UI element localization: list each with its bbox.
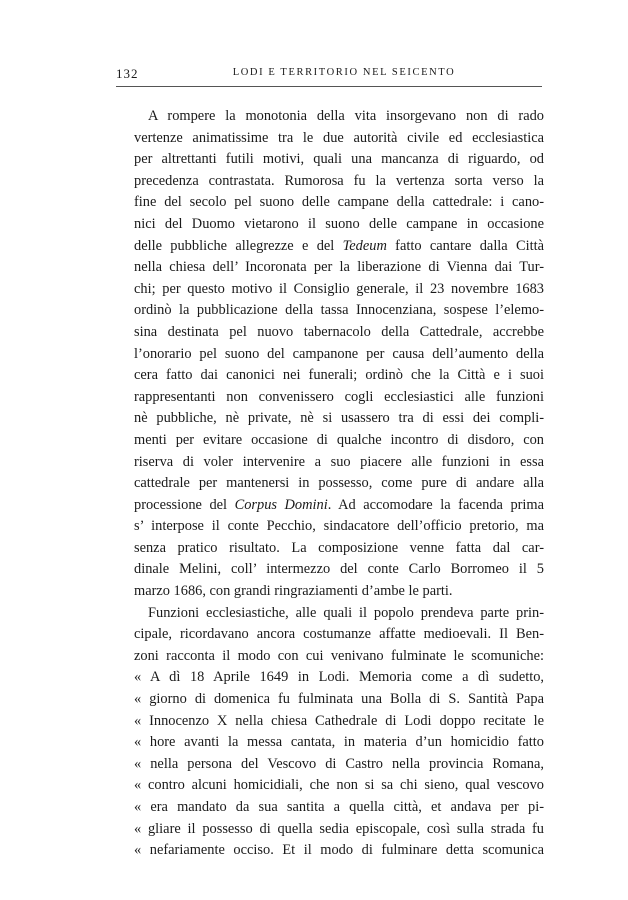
text-line: precedenza contrastata. Rumorosa fu la vertenza sorta verso la [134,172,544,189]
text-line: marzo 1686, con grandi ringraziamenti d’ambe le parti. [134,583,453,600]
text-line: « giorno di domenica fu fulminata una Bolla di S. Santità Papa [134,691,544,708]
page-number: 132 [116,66,139,81]
text-line: rappresentanti non convenissero cogli ecclesiastici alle funzioni [134,388,544,405]
text-line: « Innocenzo X nella chiesa Cathedrale di Lodi doppo recitate le [134,712,544,729]
running-title: LODI E TERRITORIO NEL SEICENTO [232,67,456,78]
text-line: dinale Melini, coll’ intermezzo del conte Carlo Borromeo il 5 [134,561,544,578]
text-line: « contro alcuni homicidiali, che non si sa chi sieno, qual vescovo [134,777,544,794]
text-line: ordinò la pubblicazione della tassa Innocenziana, sospese l’elemo- [134,302,544,319]
text-line: « era mandato da sua santita a quella città, et andava per pi- [134,799,544,815]
text-line: delle pubbliche allegrezze e del Tedeum fatto cantare dalla Città [134,237,544,254]
text-line: Funzioni ecclesiastiche, alle quali il popolo prendeva parte prin- [148,604,544,621]
text-line: « gliare il possesso di quella sedia episcopale, così sulla strada fu [134,820,544,837]
text-line: nè pubbliche, nè private, nè si usassero tra di essi dei compli- [134,410,544,427]
text-line: fine del secolo pel suono delle campane della cattedrale: i cano- [134,194,544,211]
header-rule [116,86,542,87]
text-line: cattedrale per mantenersi in possesso, come pure di andare alla [134,475,544,492]
text-line: zoni racconta il modo con cui venivano fulminate le scomuniche: [134,647,544,664]
body-text [134,106,544,862]
text-line: processione del Corpus Domini. Ad accomodare la facenda prima [134,496,545,513]
text-line: nici del Duomo vietarono il suono delle campane in occasione [134,215,544,232]
text-line: nella chiesa dell’ Incoronata per la liberazione di Vienna dai Tur- [134,259,544,276]
text-line: per altrettanti futili motivi, quali una mancanza di riguardo, od [134,151,544,168]
text-line: « nefariamente occiso. Et il modo di fulminare detta scomunica [134,842,544,859]
text-line: « A dì 18 Aprile 1649 in Lodi. Memoria come a dì sudetto, [134,669,544,686]
text-line: vertenze animatissime tra le due autorità civile ed ecclesiastica [134,129,544,146]
text-line: menti per evitare occasione di qualche incontro di disdoro, con [134,431,544,448]
text-line: cipale, ricordavano ancora costumanze affatte medioevali. Il Ben- [134,626,544,643]
text-line: riserva di voler intervenire a suo piacere alle funzioni in essa [134,453,544,470]
text-line: cera fatto dai canonici nei funerali; ordinò che la Città e i suoi [134,367,544,384]
text-line: s’ interpose il conte Pecchio, sindacatore dell’officio pretorio, ma [134,518,544,535]
text-line: l’onorario pel suono del campanone per causa dell’aumento della [134,345,544,362]
text-line: senza pratico risultato. La composizione venne fatta dal car- [134,539,544,556]
text-line: « nella persona del Vescovo di Castro nella provincia Romana, [134,755,544,772]
page-header [116,66,542,88]
text-line: « hore avanti la messa cantata, in materia d’un homicidio fatto [134,734,544,751]
text-line: sina destinata pel nuovo tabernacolo della Cattedrale, accrebbe [134,323,544,340]
text-line: chi; per questo motivo il Consiglio generale, il 23 novembre 1683 [134,280,544,297]
text-line: A rompere la monotonia della vita insorgevano non di rado [148,108,544,124]
